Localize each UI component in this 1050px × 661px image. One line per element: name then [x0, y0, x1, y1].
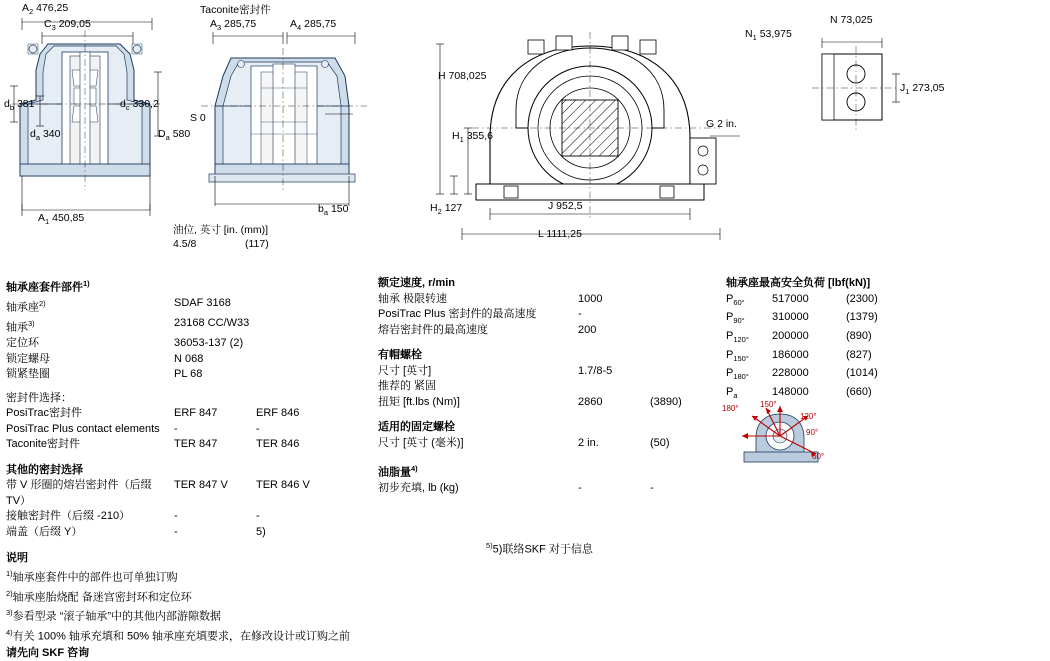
cell-value: - — [578, 482, 582, 495]
oil-level-label: 油位, 英寸 [in. (mm)] — [173, 224, 269, 236]
footnote-5: $^{5)}$5)联络SKF 对于信息 — [486, 541, 593, 556]
oil-level-value: 4.5/8 — [173, 238, 197, 250]
cell-label: 定位环 — [6, 337, 39, 350]
cell-label: 锁紧垫圈 — [6, 368, 50, 381]
cell-value — [650, 364, 720, 380]
dim-dc: $d_c$ 330,2 — [120, 98, 159, 113]
cell-value: 310000 — [772, 311, 809, 324]
cell-value — [256, 296, 338, 316]
cell-value: 2860 — [578, 395, 603, 408]
cell-value: TER 847 V — [174, 479, 228, 492]
cell-value: (660) — [846, 385, 872, 398]
angle-label-120: 120° — [800, 412, 817, 421]
table-row — [378, 323, 728, 339]
cell-value: 2 in. — [578, 436, 599, 449]
cell-value: - — [256, 510, 260, 523]
dim-ba: $b_a$ 150 — [318, 203, 349, 218]
cell-value: 517000 — [772, 292, 809, 305]
table-row: $P_a$ 148000 (660) — [726, 385, 1046, 404]
cell-label: 轴承 极限转速 — [378, 292, 448, 305]
cell-value: - — [174, 422, 178, 435]
table-row — [378, 292, 728, 308]
cell-value — [256, 316, 338, 336]
dim-A2: $A_2$ 476,25 — [22, 2, 69, 17]
cell-value: (2300) — [846, 292, 878, 305]
cell-value: (1014) — [846, 367, 878, 380]
dim-A3: $A_3$ 285,75 — [210, 18, 257, 33]
table-row — [378, 364, 728, 380]
angle-label-150: 150° — [760, 400, 777, 409]
dim-N1: $N_1$ 53,975 — [745, 28, 792, 43]
cell-label: 扭矩 [ft.lbs (Nm)] — [378, 395, 460, 408]
oil-level-mm: (117) — [245, 238, 269, 250]
left-table-title-row — [6, 276, 366, 296]
dim-J: J 952,5 — [548, 200, 583, 212]
table-row — [378, 481, 728, 497]
other-seal-header: 其他的密封选择 — [6, 463, 83, 476]
cell-value — [578, 379, 650, 395]
cell-label: 端盖（后缀 Y） — [6, 525, 83, 538]
note-item: $^{1)}$轴承座套件中的部件也可单独订购 — [6, 569, 178, 584]
load-angle-diagram — [722, 402, 852, 472]
note-item: $^{3)}$参看型录 “滚子轴承”中的其他内部游隙数据 — [6, 608, 222, 623]
table-row — [6, 406, 366, 422]
table-row — [6, 352, 366, 368]
cell-value: (3890) — [650, 395, 682, 408]
cell-value: 1.7/8-5 — [578, 364, 613, 377]
cell-label: 尺寸 [英寸 (毫米)] — [378, 436, 464, 449]
side-view-title: Taconite密封件 — [200, 4, 271, 16]
table-row: $P_{180^\circ}$ 228000 (1014) — [726, 366, 1046, 385]
cell-value: 228000 — [772, 367, 809, 380]
cell-value — [256, 367, 338, 383]
table-row: $P_{150^\circ}$ 186000 (827) — [726, 348, 1046, 367]
cell-value: N 068 — [174, 352, 204, 365]
cell-value: - — [174, 510, 178, 523]
angle-label-90: 90° — [806, 428, 819, 437]
cell-label: 接触密封件（后缀 -210） — [6, 510, 131, 523]
cell-value: 1000 — [578, 292, 603, 305]
table-row — [6, 478, 366, 509]
cell-value: TER 847 — [174, 438, 218, 451]
cell-value: - — [174, 525, 178, 538]
dim-db: $d_b$ 381 — [4, 98, 35, 113]
cell-label: PosiTrac Plus 密封件的最高速度 — [378, 308, 537, 320]
cell-label: 推荐的 紧固 — [378, 380, 437, 392]
cell-value — [256, 336, 338, 352]
dim-S: S 0 — [190, 112, 206, 124]
dim-N: N 73,025 — [830, 14, 873, 26]
cell-value: TER 846 — [256, 438, 300, 451]
cell-value: (827) — [846, 348, 872, 361]
cell-value: ERF 847 — [174, 407, 218, 420]
notes-block — [6, 550, 486, 661]
fixing-bolt-header: 适用的固定螺栓 — [378, 421, 455, 433]
max-safe-load-table — [726, 276, 1046, 404]
dim-da: $d_a$ 340 — [30, 128, 61, 143]
dim-L: L 1111,25 — [538, 228, 582, 240]
cell-value — [650, 307, 720, 323]
cell-value: TER 846 V — [256, 479, 310, 492]
cell-value: ERF 846 — [256, 407, 300, 420]
cell-value: SDAF 3168 — [174, 297, 231, 310]
dim-A4: $A_4$ 285,75 — [290, 18, 337, 33]
dim-A1: $A_1$ 450,85 — [38, 212, 85, 227]
dim-C3: $C_3$ 209,05 — [44, 18, 91, 33]
cell-value: 5) — [256, 525, 266, 538]
table-row — [378, 379, 728, 395]
table-row — [6, 437, 366, 453]
note-item: $^{2)}$轴承座胎烧配 备迷宫密封环和定位环 — [6, 588, 192, 604]
table-row: $P_{60^\circ}$ 517000 (2300) — [726, 292, 1046, 311]
cell-value: - — [578, 308, 582, 320]
dim-H: H 708,025 — [438, 70, 487, 82]
bolt-header: 有帽螺栓 — [378, 349, 422, 361]
angle-label-60: 60° — [812, 452, 825, 461]
dim-G: G 2 in. — [706, 118, 737, 130]
cell-label: PosiTrac密封件 — [6, 407, 82, 420]
table-row: $P_{90^\circ}$ 310000 (1379) — [726, 310, 1046, 329]
cell-value: 200000 — [772, 329, 809, 342]
table-row — [378, 395, 728, 411]
table-row: $P_{120^\circ}$ 200000 (890) — [726, 329, 1046, 348]
cell-value — [650, 379, 720, 395]
cell-label: 初步充填, lb (kg) — [378, 482, 459, 495]
table-row — [6, 367, 366, 383]
left-table-title: 轴承座套件部件$^{1)}$ — [6, 279, 90, 294]
right-table-title: 轴承座最高安全负荷 [lbf(kN)] — [726, 277, 871, 289]
seal-section-header: 密封件选择： — [6, 391, 72, 404]
angle-label-180: 180° — [722, 404, 739, 413]
table-row: 轴承$^{3)}$ 23168 CC/W33 — [6, 316, 366, 336]
speed-bolt-table — [378, 276, 728, 497]
speed-header: 额定速度, r/min — [378, 277, 456, 289]
cell-value: (1379) — [846, 311, 878, 324]
dim-J1: $J_1$ 273,05 — [900, 82, 945, 97]
cell-label: 熔岩密封件的最高速度 — [378, 323, 488, 336]
table-row — [6, 336, 366, 352]
cell-label: PosiTrac Plus contact elements — [6, 422, 160, 435]
table-row — [6, 509, 366, 525]
note-item: $^{4)}$有关 100% 轴承充填和 50% 轴承座充填要求，在修改设计或订购之前 — [6, 627, 351, 643]
cell-value: 148000 — [772, 385, 809, 398]
cell-value: (50) — [650, 436, 670, 449]
cell-label: 尺寸 [英寸] — [378, 364, 432, 377]
cell-value: (890) — [846, 329, 872, 342]
cell-label: 带 V 形圈的熔岩密封件（后缀 TV） — [6, 479, 152, 507]
cell-value: - — [650, 482, 654, 495]
table-row — [378, 307, 728, 323]
dim-Da: $D_a$ 580 — [158, 128, 191, 143]
cell-value — [650, 323, 720, 339]
cell-value: 200 — [578, 323, 597, 336]
cell-value: PL 68 — [174, 368, 203, 381]
cell-value: 36053-137 (2) — [174, 337, 244, 350]
table-row — [6, 525, 366, 541]
cell-label: 锁定螺母 — [6, 352, 50, 365]
table-row — [6, 422, 366, 438]
cell-label: Taconite密封件 — [6, 438, 80, 451]
table-row — [378, 436, 728, 452]
cell-value — [256, 352, 338, 368]
side-view-drawing — [195, 14, 375, 234]
notes-footer: 请先向 SKF 咨询 — [6, 646, 90, 659]
dim-H1: $H_1$ 355,6 — [452, 130, 493, 145]
grease-header: 油脂量$^{4)}$ — [378, 464, 418, 479]
housing-kit-table — [6, 276, 366, 540]
cell-value: 23168 CC/W33 — [174, 317, 250, 330]
cell-value: - — [256, 422, 260, 435]
table-row: 轴承座$^{2)}$ SDAF 3168 — [6, 296, 366, 316]
cell-value: 186000 — [772, 348, 809, 361]
dim-H2: $H_2$ 127 — [430, 202, 463, 217]
notes-title: 说明 — [6, 552, 28, 564]
cell-value — [650, 292, 720, 308]
